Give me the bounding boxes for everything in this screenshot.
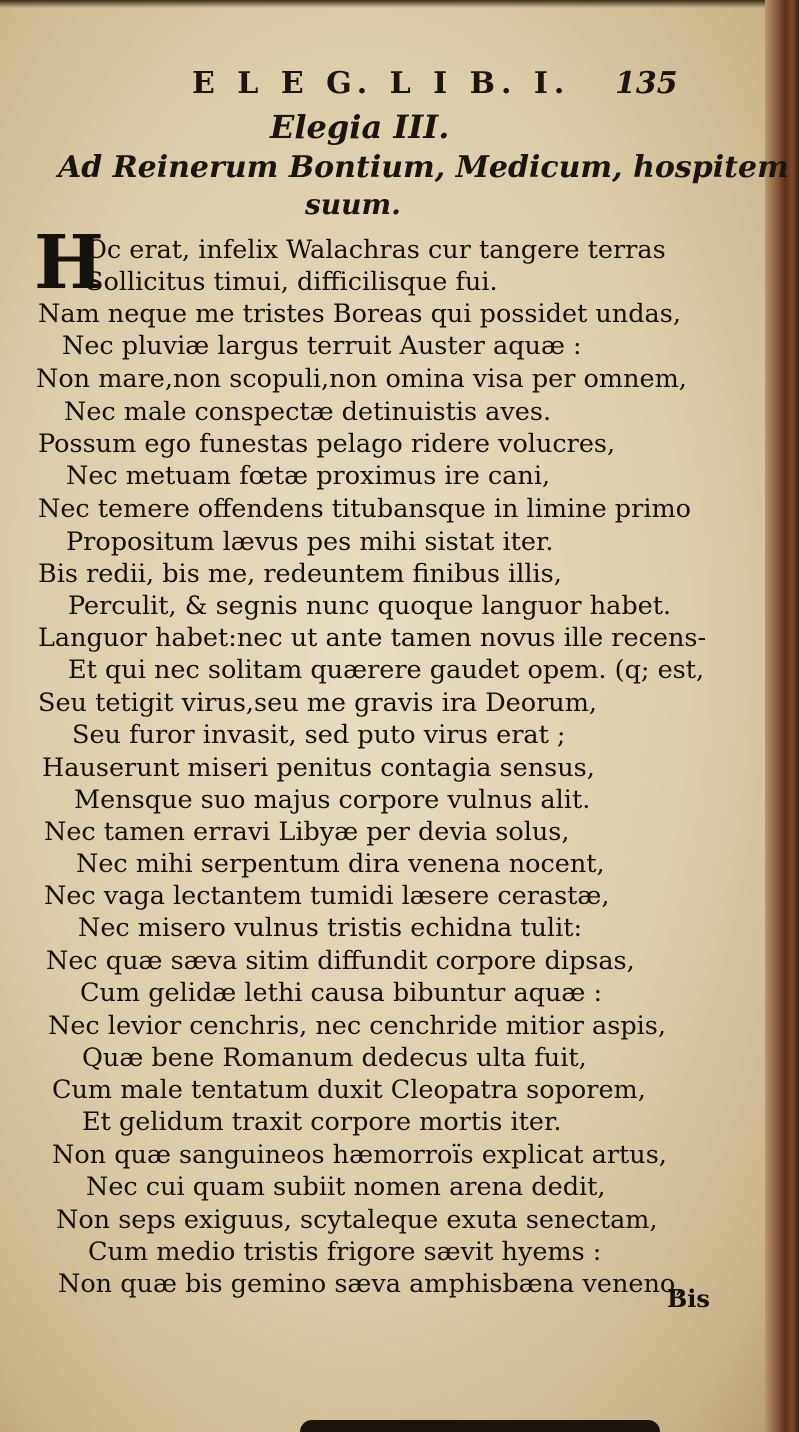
verse-line: Cum gelidæ lethi causa bibuntur aquæ : xyxy=(80,978,603,1008)
verse-line: Et qui nec solitam quærere gaudet opem. (q; est, xyxy=(68,655,705,685)
verse-line: Nec male conspectæ detinuistis aves. xyxy=(64,397,552,427)
verse-line: Nec temere offendens titubansque in limine primo xyxy=(38,494,692,524)
verse-line: Non seps exiguus, scytaleque exuta senectam, xyxy=(56,1205,658,1235)
verse-line: Et gelidum traxit corpore mortis iter. xyxy=(82,1107,562,1137)
verse-line: Nec misero vulnus tristis echidna tulit: xyxy=(78,913,583,943)
verse-line: Perculit, & segnis nunc quoque languor habet. xyxy=(68,591,672,621)
verse-line: Non quæ sanguineos hæmorroïs explicat artus, xyxy=(52,1140,667,1170)
verse-line: Cum male tentatum duxit Cleopatra soporem, xyxy=(52,1075,646,1105)
verse-line: Nec metuam fœtæ proximus ire cani, xyxy=(66,461,551,491)
page-bottom-shadow xyxy=(300,1420,660,1432)
verse-line: Propositum lævus pes mihi sistat iter. xyxy=(66,527,554,557)
verse-line: Nec pluviæ largus terruit Auster aquæ : xyxy=(62,331,582,361)
verse-line: Nec mihi serpentum dira venena nocent, xyxy=(76,849,605,879)
verse-line: Non quæ bis gemino sæva amphisbæna veneno, xyxy=(58,1269,684,1299)
verse-line: Sollicitus timui, difficilisque fui. xyxy=(86,267,498,297)
verse-line: Oc erat, infelix Walachras cur tangere terras xyxy=(86,235,666,265)
verse-line: Seu furor invasit, sed puto virus erat ; xyxy=(72,720,566,750)
verse-line: Nec levior cenchris, nec cenchride mitior aspis, xyxy=(48,1011,667,1041)
dedication-line-1: Ad Reinerum Bontium, Medicum, hospitem xyxy=(58,150,789,185)
dedication-line-2: suum. xyxy=(305,188,401,221)
verse-line: Non mare,non scopuli,non omina visa per omnem, xyxy=(36,364,687,394)
verse-line: Seu tetigit virus,seu me gravis ira Deorum, xyxy=(38,688,598,718)
verse-line: Nec quæ sæva sitim diffundit corpore dipsas, xyxy=(46,946,635,976)
verse-line: Bis redii, bis me, redeuntem finibus illis, xyxy=(38,559,562,589)
book-binding-edge xyxy=(765,0,799,1432)
verse-line: Cum medio tristis frigore sævit hyems : xyxy=(88,1237,602,1267)
verse-line: Hauserunt miseri penitus contagia sensus, xyxy=(42,753,595,783)
catchword: Bis xyxy=(667,1284,710,1313)
elegy-heading: Elegia III. xyxy=(270,108,450,146)
verse-line: Nam neque me tristes Boreas qui possidet undas, xyxy=(38,299,681,329)
running-title: E L E G. L I B. I. xyxy=(192,66,571,101)
verse-line: Nec cui quam subiit nomen arena dedit, xyxy=(86,1172,606,1202)
page-number: 135 xyxy=(615,66,678,101)
verse-line: Nec vaga lectantem tumidi læsere cerastæ, xyxy=(44,881,610,911)
verse-line: Mensque suo majus corpore vulnus alit. xyxy=(74,785,591,815)
verse-line: Nec tamen erravi Libyæ per devia solus, xyxy=(44,817,570,847)
verse-line: Possum ego funestas pelago ridere volucres, xyxy=(38,429,616,459)
verse-line: Languor habet:nec ut ante tamen novus ille recens- xyxy=(38,623,707,653)
drop-cap: H xyxy=(34,220,104,306)
verse-line: Quæ bene Romanum dedecus ulta fuit, xyxy=(82,1043,587,1073)
